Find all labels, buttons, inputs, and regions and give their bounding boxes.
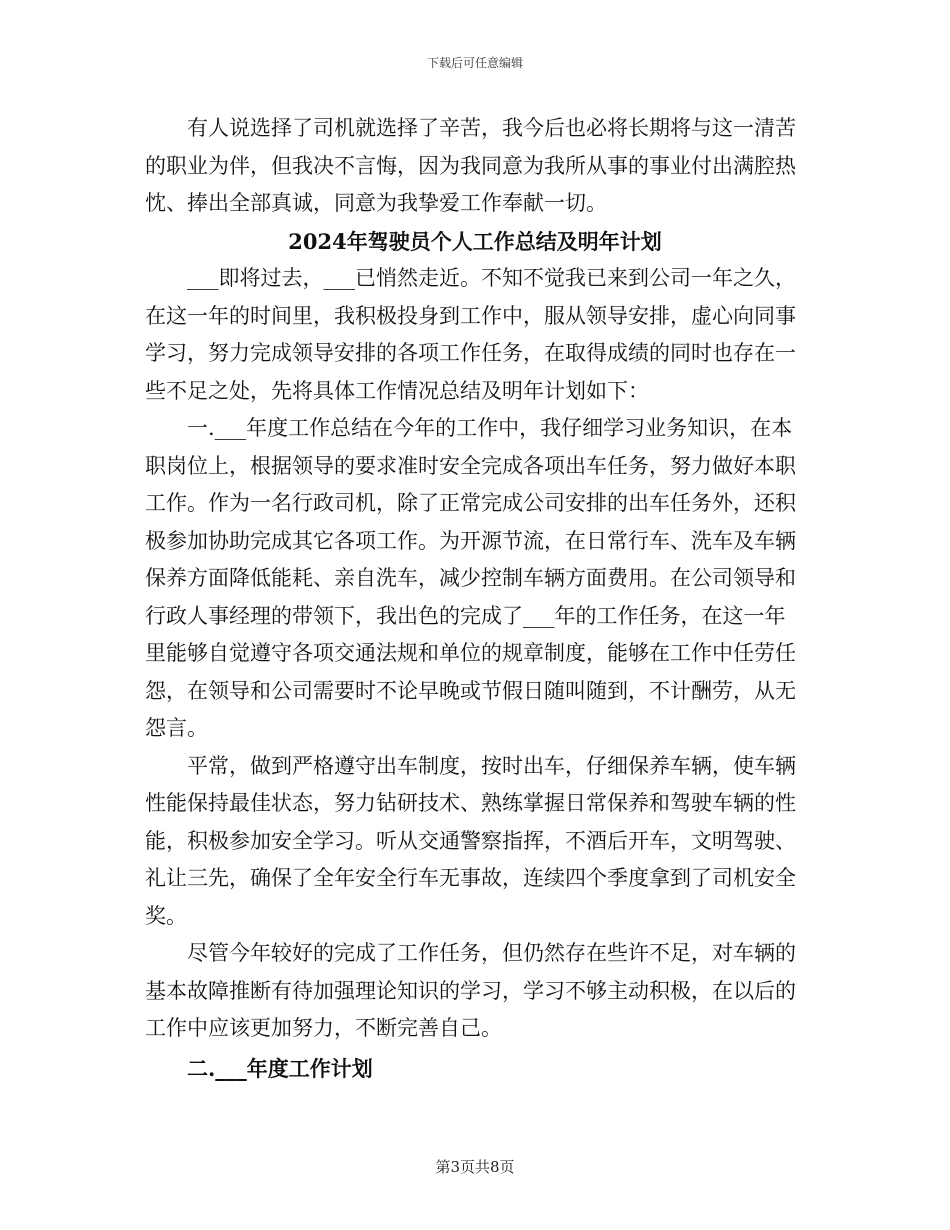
page-number: 第3页共8页 (435, 1158, 515, 1176)
paragraph-intro: 有人说选择了司机就选择了辛苦，我今后也必将长期将与这一清苦的职业为伴，但我决不言悔，因为我同意为我所从事的事业付出满腔热忱、捧出全部真诚，同意为我挚爱工作奉献一切。 (145, 116, 796, 215)
document-body (145, 110, 805, 1087)
page-header: 下载后可任意编辑 (426, 56, 523, 70)
paragraph-daily-conduct: 平常，做到严格遵守出车制度，按时出车，仔细保养车辆，使车辆性能保持最佳状态，努力钻研技术、熟练掌握日常保养和驾驶车辆的性能，积极参加安全学习。听从交通警察指挥，不酒后开车，文明驾驶、礼让三先，确保了全年安全行车无事故，连续四个季度拿到了司机安全奖。 (145, 753, 796, 928)
paragraph-shortcomings: 尽管今年较好的完成了工作任务，但仍然存在些许不足，对车辆的基本故障推断有待加强理论知识的学习，学习不够主动积极，在以后的工作中应该更加努力，不断完善自己。 (145, 941, 796, 1040)
section-heading-plan: 二.___年度工作计划 (187, 1055, 373, 1081)
document-title: 2024年驾驶员个人工作总结及明年计划 (288, 228, 662, 254)
paragraph-annual-summary: 一.___年度工作总结在今年的工作中，我仔细学习业务知识，在本职岗位上，根据领导的要求准时安全完成各项出车任务，努力做好本职工作。作为一名行政司机，除了正常完成公司安排的出车任务外，还积极参加协助完成其它各项工作。为开源节流，在日常行车、洗车及车辆保养方面降低能耗、亲自洗车，减少控制车辆方面费用。在公司领导和行政人事经理的带领下，我出色的完成了___年的工作任务，在这一年里能够自觉遵守各项交通法规和单位的规章制度，能够在工作中任劳任怨，在领导和公司需要时不论早晚或节假日随叫随到，不计酬劳，从无怨言。 (145, 416, 796, 740)
paragraph-opening: ___即将过去，___已悄然走近。不知不觉我已来到公司一年之久，在这一年的时间里，我积极投身到工作中，服从领导安排，虚心向同事学习，努力完成领导安排的各项工作任务，在取得成绩的同时也存在一些不足之处，先将具体工作情况总结及明年计划如下： (145, 266, 796, 403)
